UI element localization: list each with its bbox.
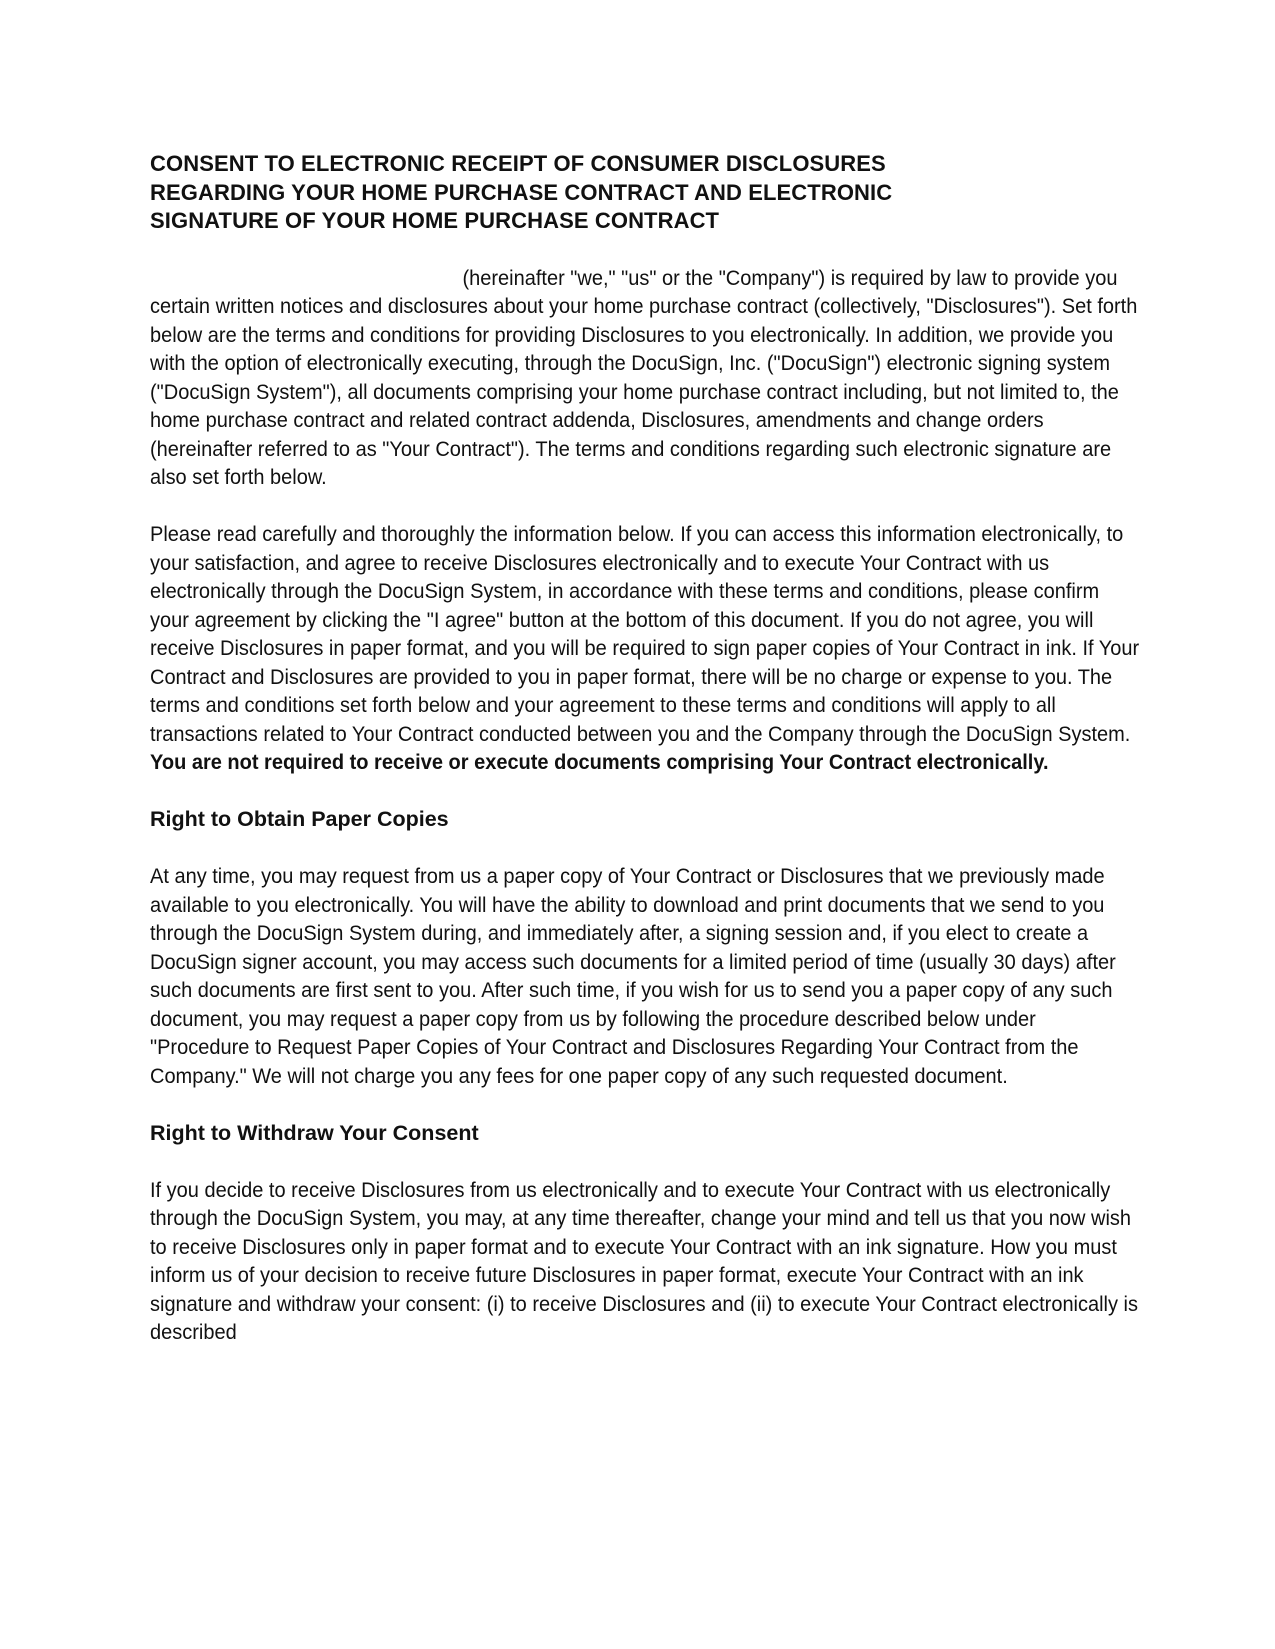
consent-text: Please read carefully and thoroughly the information below. If you can access this information electronically, to your satisfaction, and agree to receive Disclosures electronically and to execute Your Contract with us electronically through the DocuSign System, in accordance with these terms and conditions, please confirm your agreement by clicking the "I agree" button at the bottom of this document. If you do not agree, you will receive Disclosures in paper format, and you will be required to sign paper copies of Your Contract in ink. If Your Contract and Disclosures are provided to you in paper format, there will be no charge or expense to you. The terms and conditions set forth below and your agreement to these terms and conditions will apply to all transactions related to Your Contract conducted between you and the Company through the DocuSign System. <box>150 522 1140 746</box>
intro-paragraph <box>150 264 1140 492</box>
paper-copies-heading: Right to Obtain Paper Copies <box>150 807 449 831</box>
paper-copies-paragraph: At any time, you may request from us a paper copy of Your Contract or Disclosures that we previously made available to you electronically. You will have the ability to download and print documents that we send to you through the DocuSign System during, and immediately after, a signing session and, if you elect to create a DocuSign signer account, you may access such documents for a limited period of time (usually 30 days) after such documents are first sent to you. After such time, if you wish for us to send you a paper copy of any such document, you may request a paper copy from us by following the procedure described below under "Procedure to Request Paper Copies of Your Contract and Disclosures Regarding Your Contract from the Company." We will not charge you any fees for one paper copy of any such requested document. <box>150 864 1116 1088</box>
title-line-3: SIGNATURE OF YOUR HOME PURCHASE CONTRACT <box>150 208 720 233</box>
consent-bold-text: You are not required to receive or execute documents comprising Your Contract electronically. <box>150 750 1049 774</box>
withdraw-consent-heading: Right to Withdraw Your Consent <box>150 1120 479 1145</box>
withdraw-consent-paragraph: If you decide to receive Disclosures from us electronically and to execute Your Contract with us electronically through the DocuSign System, you may, at any time thereafter, change your mind and tell us that you now wish to receive Disclosures only in paper format and to execute Your Contract with an ink signature. How you must inform us of your decision to receive future Disclosures in paper format, execute Your Contract with an ink signature and withdraw your consent: (i) to receive Disclosures and (ii) to execute Your Contract electronically is described <box>150 1177 1139 1344</box>
document-title <box>150 150 1140 236</box>
intro-text: (hereinafter "we," "us" or the "Company") is required by law to provide you certain written notices and disclosures about your home purchase contract (collectively, "Disclosures"). Set forth below are the terms and conditions for providing Disclosures to you electronically. In addition, we provide you with the option of electronically executing, through the DocuSign, Inc. ("DocuSign") electronic signing system ("DocuSign System"), all documents comprising your home purchase contract including, but not limited to, the home purchase contract and related contract addenda, Disclosures, amendments and change orders (hereinafter referred to as "Your Contract"). The terms and conditions regarding such electronic signature are also set forth below. <box>150 265 1138 489</box>
title-line-2: REGARDING YOUR HOME PURCHASE CONTRACT AND ELECTRONIC <box>150 179 893 205</box>
company-name-blank <box>150 265 462 285</box>
document-page <box>150 150 1140 1375</box>
consent-paragraph <box>150 520 1140 777</box>
title-line-1: CONSENT TO ELECTRONIC RECEIPT OF CONSUMER DISCLOSURES <box>150 151 886 176</box>
